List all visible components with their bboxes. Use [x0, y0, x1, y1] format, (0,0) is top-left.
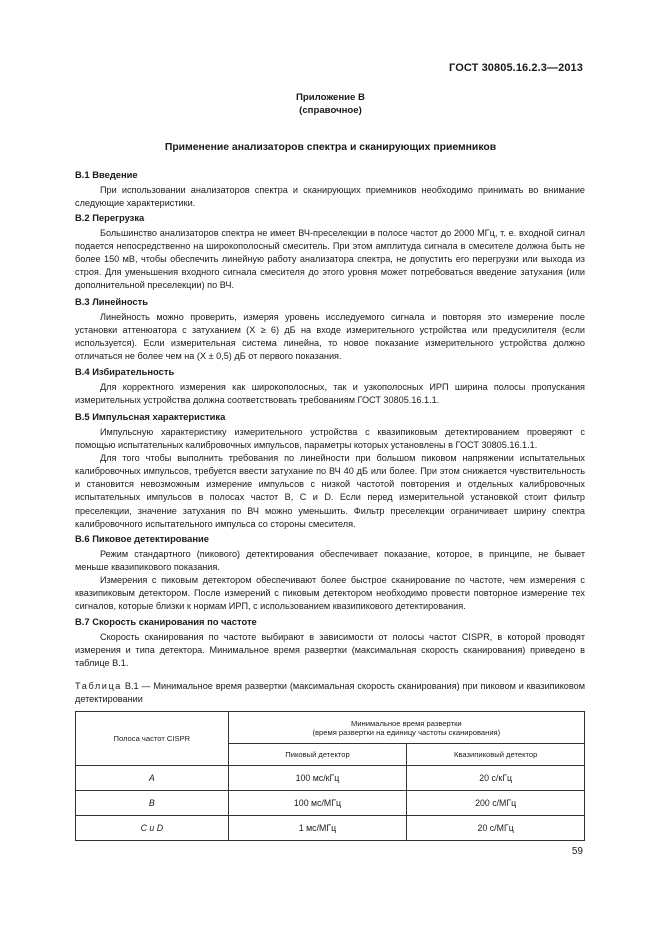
section-b5	[75, 411, 585, 531]
section-heading: В.3 Линейность	[75, 296, 149, 307]
band-label: C и D	[140, 823, 164, 833]
header-peak: Пиковый детектор	[228, 744, 407, 766]
appendix-title: Приложение В	[296, 92, 365, 103]
section-heading: В.7 Скорость сканирования по частоте	[75, 616, 257, 627]
band-label: A	[148, 773, 155, 783]
header-min-sweep-line1: Минимальное время развертки	[351, 718, 462, 728]
section-heading: В.4 Избирательность	[75, 366, 175, 377]
cell-band	[76, 791, 229, 816]
section-heading: В.1 Введение	[75, 169, 138, 180]
section-heading: В.5 Импульсная характеристика	[75, 411, 226, 422]
paragraph: Большинство анализаторов спектра не имеет ВЧ-преселекции в полосе частот до 2000 МГц, т. е. входной сигнал подается непосредственно на широкополосный смеситель. При этом амплитуда сигнала в смесителе должна быть не более 150 мВ, чтобы обеспечить линейную работу анализатора спектра, не допустить его перегрузки или выхода из строя. Для уменьшения входного сигнала смесителя до этого уровня может потребоваться введение затухания (или дополнительной преселекции) по ВЧ.	[75, 228, 585, 291]
paragraph: Скорость сканирования по частоте выбирают в зависимости от полосы частот CISPR, в которой проводят измерения и типа детектора. Минимальное время развертки (максимальная скорость сканирования) приведено в таблице В.1.	[75, 632, 585, 669]
section-b2	[75, 212, 585, 292]
appendix-heading: Применение анализаторов спектра и сканирующих приемников	[164, 142, 497, 153]
paragraph: Для корректного измерения как широкополосных, так и узкополосных ИРП ширина полосы пропускания измерительных устройства должна соответствовать требованиям ГОСТ 30805.16.1.1.	[75, 382, 585, 406]
paragraph: Линейность можно проверить, измеряя уровень исследуемого сигнала и повторяя это измерение после установки аттенюатора с затуханием (X ≥ 6) дБ на входе измерительного устройства или предусилителя (если используется). Если измерительная система линейна, то новое показание измерительного устройства должно отличаться не более чем на (X ± 0,5) дБ от первого показания.	[75, 312, 585, 362]
section-b7	[75, 616, 585, 670]
cell-qp: 20 с/кГц	[407, 766, 585, 791]
header-min-sweep	[228, 712, 584, 744]
section-b4	[75, 366, 585, 407]
section-b1	[75, 169, 585, 210]
table-caption	[75, 680, 585, 706]
paragraph: Импульсную характеристику измерительного устройства с квазипиковым детектированием проверяют с помощью испытательных калибровочных импульсов, параметры которых установлены в ГОСТ 30805.16.1.1.	[75, 427, 585, 451]
cell-peak: 100 мс/кГц	[228, 766, 407, 791]
cell-qp: 200 с/МГц	[407, 791, 585, 816]
page-number: 59	[571, 846, 583, 857]
section-heading: В.6 Пиковое детектирование	[75, 533, 210, 544]
section-b6	[75, 533, 585, 613]
table-row	[76, 816, 585, 841]
table-row	[76, 766, 585, 791]
paragraph: Режим стандартного (пикового) детектирования обеспечивает показание, которое, в принципе, не бывает меньше квазипикового показания.	[75, 549, 585, 573]
standard-number: ГОСТ 30805.16.2.3—2013	[449, 62, 583, 74]
cell-peak: 100 мс/МГц	[228, 791, 407, 816]
section-heading: В.2 Перегрузка	[75, 212, 145, 223]
cell-band	[76, 766, 229, 791]
section-b3	[75, 296, 585, 363]
paragraph: При использовании анализаторов спектра и сканирующих приемников необходимо принимать во внимание следующие характеристики.	[75, 185, 585, 209]
sweep-time-table	[75, 711, 585, 841]
table-row	[76, 791, 585, 816]
cell-peak: 1 мс/МГц	[228, 816, 407, 841]
band-label: B	[148, 798, 155, 808]
header-band: Полоса частот CISPR	[76, 712, 229, 766]
cell-band	[76, 816, 229, 841]
table-caption-text: В.1 — Минимальное время развертки (максимальная скорость сканирования) при пиковом и квазипиковом детектировании	[75, 681, 585, 705]
appendix-note: (справочное)	[299, 105, 362, 116]
table-caption-label: Таблица	[75, 681, 122, 691]
header-qp: Квазипиковый детектор	[407, 744, 585, 766]
paragraph: Измерения с пиковым детектором обеспечивают более быстрое сканирование по частоте, чем измерения с квазипиковым детектором. После измерений с пиковым детектором необходимо провести повторное измерение тех сигналов, которые близки к нормам ИРП, с использованием квазипикового детектирования.	[75, 575, 585, 612]
paragraph: Для того чтобы выполнить требования по линейности при большом пиковом напряжении испытательных калибровочных импульсов, требуется ввести затухание по ВЧ 40 дБ или более. При этом снижается чувствительность и становится невозможным измерение импульсов с низкой частотой повторения и отдельных калибровочных испытательных импульсов в полосах частот В, С и D. Если перед измерительной установкой стоит фильтр преселекции, значение затухания по ВЧ можно уменьшить. Фильтр преселекции ограничивает ширину спектра калибровочного испытательного импульса со стороны смесителя.	[75, 453, 585, 529]
cell-qp: 20 с/МГц	[407, 816, 585, 841]
header-min-sweep-line2: (время развертки на единицу частоты сканирования)	[312, 727, 501, 737]
